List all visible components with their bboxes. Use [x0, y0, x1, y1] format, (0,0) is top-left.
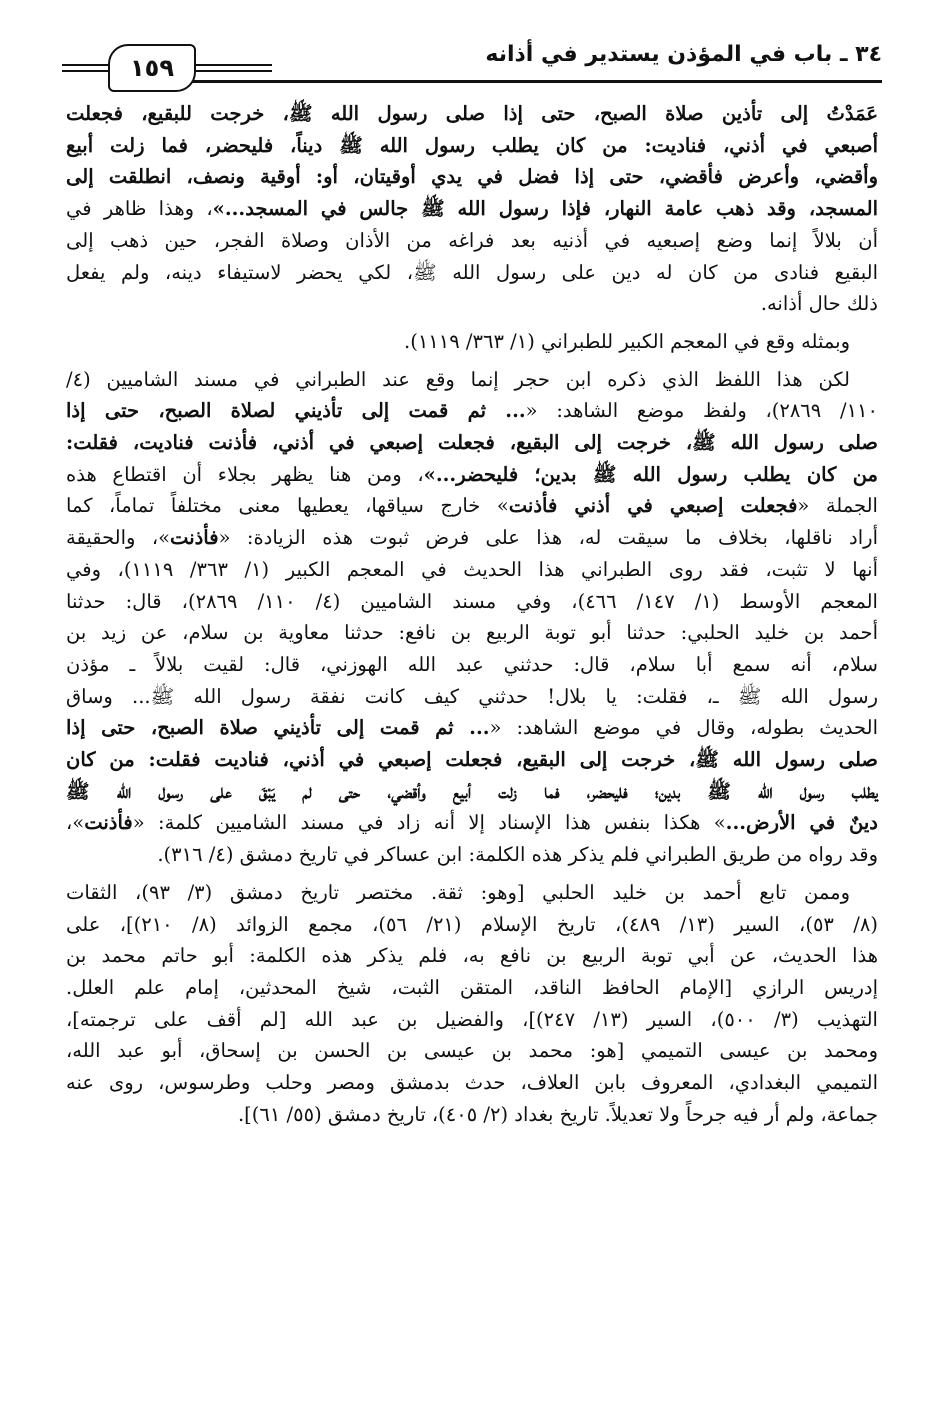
text-run: البقيع فنادى من كان له دين على رسول الله ﷺ، لكي يحضر لاستيفاء دينه، ولم يفعل: [66, 260, 878, 284]
bold-text-run: صلى رسول الله ﷺ، خرجت إلى البقيع، فجعلت إصبعي في أذني، فناديت فقلت: من كان: [66, 748, 878, 772]
text-run: وقد رواه من طريق الطبراني فلم يذكر هذه الكلمة: ابن عساكر في تاريخ دمشق (٤/ ٣١٦).: [157, 843, 878, 867]
bold-text-run: صلى رسول الله ﷺ، خرجت إلى البقيع، فجعلت إصبعي في أذني، فأذنت فناديت، فقلت:: [66, 431, 878, 455]
text-run: الحديث بطوله، وقال في موضع الشاهد: «: [489, 716, 878, 740]
text-line: [66, 98, 878, 130]
text-line: [66, 712, 878, 744]
text-line: [66, 427, 878, 459]
text-run: » خارج سياقها، يعطيها معنى مختلفاً تماماً، كما: [66, 494, 509, 518]
paragraph: [66, 98, 878, 320]
page-header: [62, 34, 882, 84]
text-line: [66, 1099, 878, 1131]
bold-text-run: المسجد، وقد ذهب عامة النهار، فإذا رسول الله ﷺ جالس في المسجد...»: [212, 197, 878, 221]
text-line: [66, 257, 878, 289]
text-run: أن بلالاً إنما وضع إصبعيه في أذنيه بعد فراغه من الأذان وصلاة الفجر، حين ذهب إلى: [66, 228, 878, 252]
text-line: [66, 554, 878, 586]
ornament-rule-right-bottom: [192, 70, 272, 72]
text-run: هذا الحديث، عن أبي توبة الربيع بن نافع به، فلم يذكر هذه الكلمة: أبو حاتم محمد بن: [66, 944, 878, 968]
text-line: [66, 649, 878, 681]
bold-text-run: وأقضي، وأعرض فأقضي، حتى إذا فضل في يدي أوقيتان، أو: أوقية ونصف، انطلقت إلى: [66, 165, 878, 189]
text-run: »، والحقيقة: [66, 526, 171, 550]
text-run: التميمي البغدادي، المعروف بابن العلاف، حدث بدمشق ومصر وحلب وطرسوس، روى عنه: [66, 1071, 878, 1095]
text-line: [66, 617, 878, 649]
header-divider: [192, 80, 882, 83]
bold-text-run: دينٌ في الأرض...: [725, 811, 878, 835]
text-line: [66, 395, 878, 427]
text-line: [66, 1004, 878, 1036]
page-number: ١٥٩: [108, 44, 196, 92]
text-line: [66, 909, 878, 941]
text-run: سلام، أنه سمع أبا سلام، قال: حدثني عبد الله الهوزني، قال: لقيت بلالاً ـ مؤذن: [66, 652, 878, 676]
text-line: [66, 1067, 878, 1099]
text-line: [66, 807, 878, 839]
text-run: ، وهذا ظاهر في: [66, 197, 213, 221]
page-number-ornament: [62, 44, 272, 82]
text-line: [66, 776, 878, 808]
text-line: [66, 972, 878, 1004]
ornament-rule-right-top: [192, 64, 272, 66]
paragraph: [66, 364, 878, 871]
text-run: التهذيب (٣/ ٥٠٠)، السير (١٣/ ٢٤٧)]، والفضيل بن عبد الله [لم أقف على ترجمته]،: [66, 1007, 878, 1031]
text-line: [66, 586, 878, 618]
text-line: [66, 522, 878, 554]
bold-text-run: ... ثم قمت إلى تأذيني لصلاة الصبح، حتى إذا: [66, 399, 526, 423]
ornament-rule-left-bottom: [62, 70, 108, 72]
bold-text-run: فجعلت إصبعي في أذني فأذنت: [508, 494, 798, 518]
text-run: جماعة، ولم أر فيه جرحاً ولا تعديلاً. تاريخ بغداد (٢/ ٤٠٥)، تاريخ دمشق (٥٥/ ٦١)].: [237, 1102, 878, 1126]
text-line: [66, 459, 878, 491]
bold-text-run: يطلب رسول الله ﷺ بدين؛ فليحضر، فما زلت أبيع وأقضي، حتى لم يَبْقَ على رسول الله ﷺ: [66, 779, 878, 803]
text-run: أنها لا تثبت، فقد روى الطبراني هذا الحديث في المعجم الكبير (١/ ٣٦٣/ ١١١٩)، وفي: [66, 557, 878, 581]
bold-text-run: من كان يطلب رسول الله ﷺ بدين؛ فليحضر...»: [423, 462, 878, 486]
text-run: إدريس الرازي [الإمام الحافظ الناقد، المتقن الثبت، شيخ المحدثين، إمام علم العلل.: [66, 975, 878, 999]
text-line: [66, 839, 878, 871]
text-run: المعجم الأوسط (١/ ١٤٧/ ٤٦٦)، وفي مسند الشاميين (٤/ ١١٠/ ٢٨٦٩)، قال: حدثنا: [66, 589, 878, 613]
text-run: ذلك حال أذانه.: [760, 292, 878, 316]
text-line: [66, 288, 878, 320]
running-title: ٣٤ ـ باب في المؤذن يستدير في أذانه: [485, 42, 882, 67]
text-line: [66, 1035, 878, 1067]
text-line: [66, 225, 878, 257]
text-line: [66, 193, 878, 225]
bold-text-run: فأذنت: [84, 811, 133, 835]
text-line: [66, 364, 878, 396]
text-line: [66, 877, 878, 909]
bold-text-run: ... ثم قمت إلى تأذيني صلاة الصبح، حتى إذا: [66, 716, 490, 740]
text-line: [66, 681, 878, 713]
text-run: »،: [66, 811, 85, 835]
text-line: [66, 490, 878, 522]
text-run: وبمثله وقع في المعجم الكبير للطبراني (١/ ٣٦٣/ ١١١٩).: [404, 329, 850, 353]
text-run: وممن تابع أحمد بن خليد الحلبي [وهو: ثقة. مختصر تاريخ دمشق (٣/ ٩٣)، الثقات: [66, 880, 850, 904]
text-line: [66, 326, 878, 358]
text-run: لكن هذا اللفظ الذي ذكره ابن حجر إنما وقع عند الطبراني في مسند الشاميين (٤/: [66, 367, 850, 391]
main-text: [66, 98, 878, 1131]
text-line: [66, 130, 878, 162]
text-run: (٨/ ٥٣)، السير (١٣/ ٤٨٩)، تاريخ الإسلام (٢١/ ٥٦)، مجمع الزوائد (٨/ ٢١٠)]، على: [66, 912, 878, 936]
paragraph: [66, 326, 878, 358]
bold-text-run: أصبعي في أذني، فناديت: من كان يطلب رسول الله ﷺ ديناً، فليحضر، فما زلت أبيع: [66, 133, 878, 157]
bold-text-run: فأذنت: [170, 526, 219, 550]
text-run: ، ومن هنا يظهر بجلاء أن اقتطاع هذه: [66, 462, 424, 486]
paragraph: [66, 877, 878, 1131]
text-run: أراد ناقلها، بخلاف ما سيقت له، هذا على فرض ثبوت هذه الزيادة: «: [218, 526, 878, 550]
text-line: [66, 744, 878, 776]
ornament-rule-left-top: [62, 64, 108, 66]
text-run: » هكذا بنفس هذا الإسناد إلا أنه زاد في مسند الشاميين كلمة: «: [132, 811, 726, 835]
text-run: ١١٠/ ٢٨٦٩)، ولفظ موضع الشاهد: «: [525, 399, 878, 423]
text-run: أحمد بن خليد الحلبي: حدثنا أبو توبة الربيع بن نافع: حدثنا معاوية بن سلام، عن زيد بن: [66, 621, 878, 645]
text-line: [66, 940, 878, 972]
text-line: [66, 161, 878, 193]
bold-text-run: عَمَدْتُ إلى تأذين صلاة الصبح، حتى إذا صلى رسول الله ﷺ، خرجت للبقيع، فجعلت: [66, 102, 878, 125]
text-run: الجملة «: [797, 494, 878, 518]
text-run: ومحمد بن عيسى التميمي [هو: محمد بن عيسى بن الحسن بن إسحاق، أبو عبد الله،: [66, 1039, 878, 1063]
text-run: رسول الله ﷺ ـ، فقلت: يا بلال! حدثني كيف كانت نفقة رسول الله ﷺ... وساق: [66, 684, 878, 708]
